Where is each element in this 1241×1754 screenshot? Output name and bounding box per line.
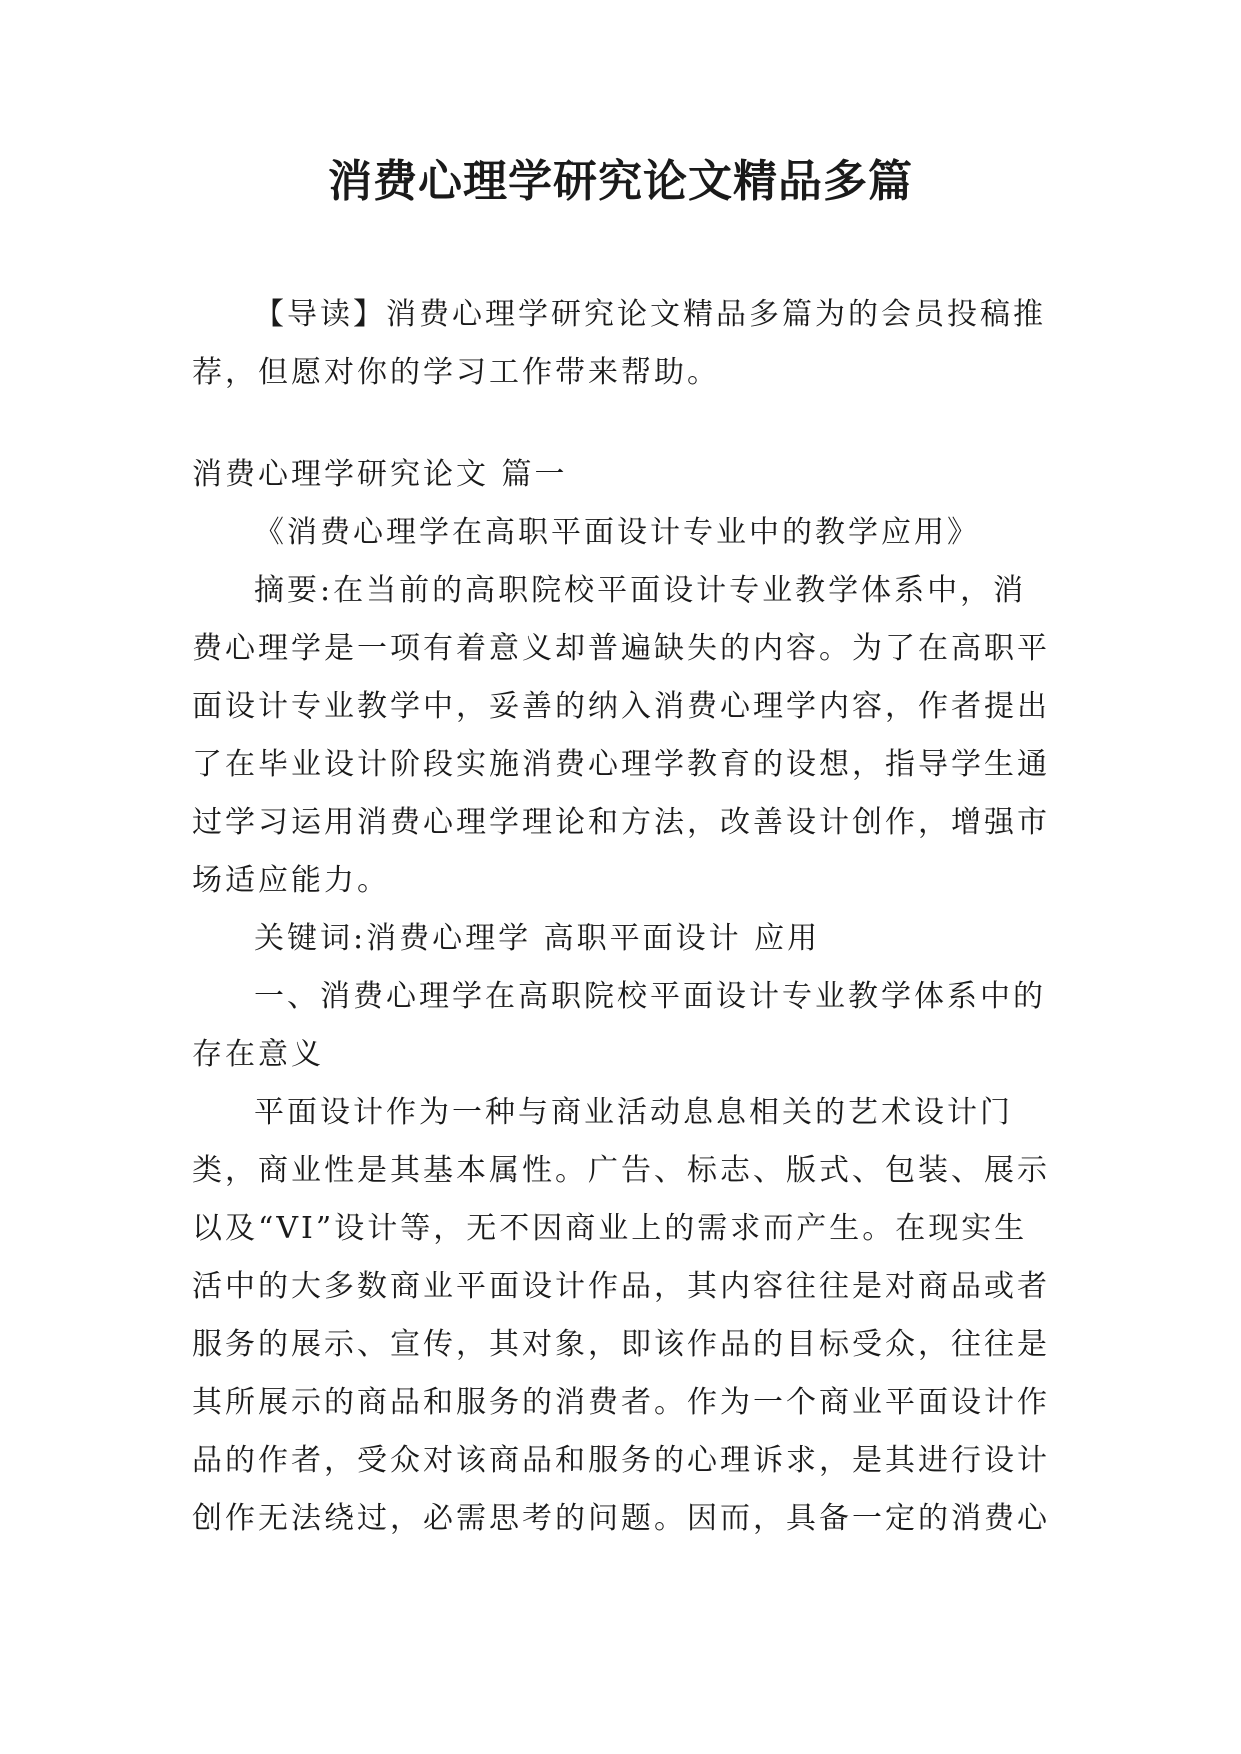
section-heading: 消费心理学研究论文 篇一 — [192, 457, 568, 492]
document-title: 消费心理学研究论文精品多篇 — [328, 156, 913, 207]
body-line-3: 以及“VI”设计等，无不因商业上的需求而产生。在现实生 — [192, 1211, 1028, 1246]
body-line-6: 其所展示的商品和服务的消费者。作为一个商业平面设计作 — [192, 1385, 1050, 1420]
subheading-line-2: 存在意义 — [192, 1037, 324, 1072]
body-line-8: 创作无法绕过，必需思考的问题。因而，具备一定的消费心 — [192, 1501, 1050, 1536]
abstract-line-6: 场适应能力。 — [192, 863, 390, 898]
abstract-line-5: 过学习运用消费心理学理论和方法，改善设计创作，增强市 — [192, 805, 1050, 840]
body-line-7: 品的作者，受众对该商品和服务的心理诉求，是其进行设计 — [192, 1443, 1050, 1478]
paragraph-gap — [192, 402, 1058, 446]
abstract-line-4: 了在毕业设计阶段实施消费心理学教育的设想，指导学生通 — [192, 747, 1050, 782]
abstract-line-2: 费心理学是一项有着意义却普遍缺失的内容。为了在高职平 — [192, 631, 1050, 666]
intro-line-2: 荐，但愿对你的学习工作带来帮助。 — [192, 355, 720, 390]
keywords-line: 关键词:消费心理学 高职平面设计 应用 — [254, 921, 821, 956]
body-line-4: 活中的大多数商业平面设计作品，其内容往往是对商品或者 — [192, 1269, 1050, 1304]
intro-line-1: 【导读】消费心理学研究论文精品多篇为的会员投稿推 — [254, 297, 1046, 332]
body-line-1: 平面设计作为一种与商业活动息息相关的艺术设计门 — [254, 1095, 1013, 1130]
body-line-5: 服务的展示、宣传，其对象，即该作品的目标受众，往往是 — [192, 1327, 1050, 1362]
document-body — [192, 286, 1058, 1548]
subheading-line-1: 一、消费心理学在高职院校平面设计专业教学体系中的 — [254, 979, 1046, 1014]
body-line-2: 类，商业性是其基本属性。广告、标志、版式、包装、展示 — [192, 1153, 1050, 1188]
abstract-line-3: 面设计专业教学中，妥善的纳入消费心理学内容，作者提出 — [192, 689, 1050, 724]
article-title: 《消费心理学在高职平面设计专业中的教学应用》 — [254, 515, 980, 550]
abstract-line-1: 摘要:在当前的高职院校平面设计专业教学体系中，消 — [254, 573, 1027, 608]
